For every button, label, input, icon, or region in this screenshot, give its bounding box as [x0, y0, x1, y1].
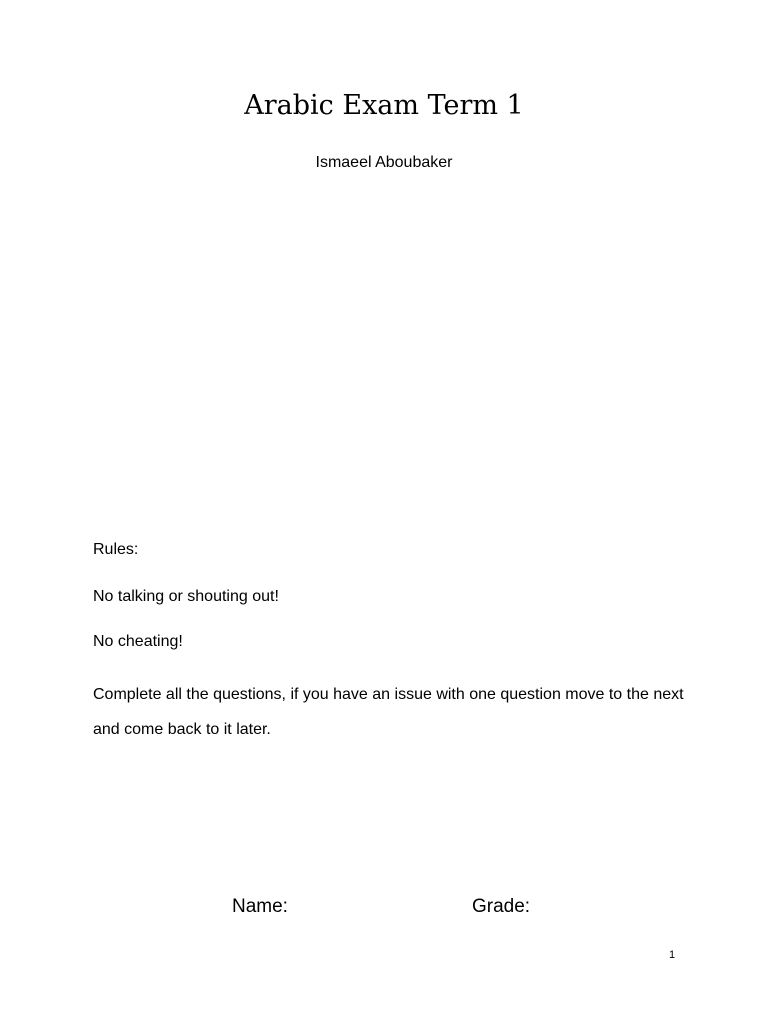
rules-heading: Rules:	[93, 541, 139, 558]
author-name: Ismaeel Aboubaker	[315, 154, 453, 171]
grade-label: Grade:	[472, 896, 531, 917]
name-label: Name:	[232, 896, 288, 917]
rule-item-complete-questions: Complete all the questions, if you have an issue with one question move to the next and come back to it later.	[93, 686, 684, 738]
page-number: 1	[668, 949, 676, 961]
page-title: Arabic Exam Term 1	[244, 90, 524, 121]
rule-item-no-talking: No talking or shouting out!	[93, 588, 279, 605]
rule-item-no-cheating: No cheating!	[93, 633, 183, 650]
rules-section	[93, 539, 693, 747]
